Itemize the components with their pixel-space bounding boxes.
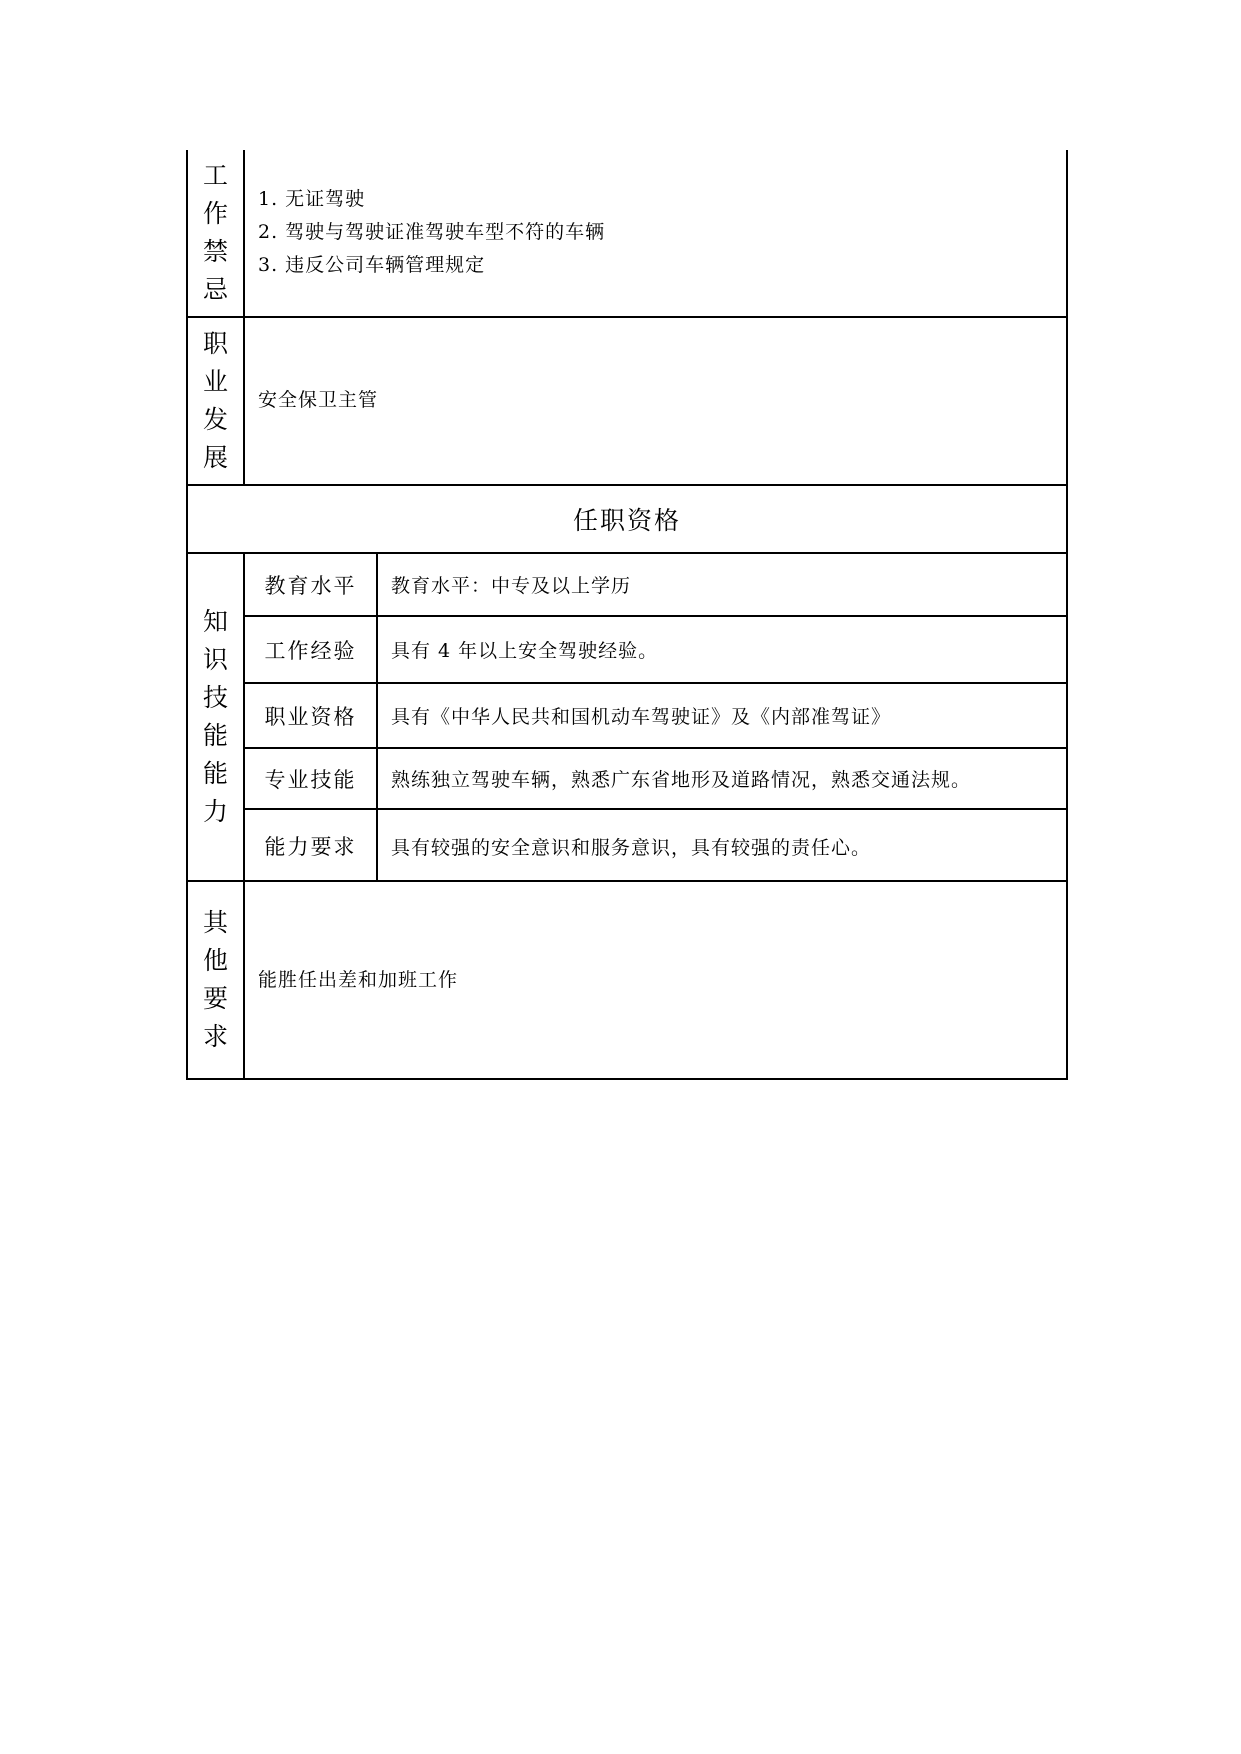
prohibition-item: 1. 无证驾驶 [258,188,366,210]
certification-row [245,684,1066,749]
certification-label: 职业资格 [245,684,378,747]
skills-row [245,749,1066,810]
ability-value: 具有较强的安全意识和服务意识，具有较强的责任心。 [391,836,872,859]
label-char: 展 [202,443,228,472]
label-char: 禁 [202,237,228,266]
prohibitions-label [188,150,245,316]
prohibitions-row [188,150,1066,318]
other-label [188,882,245,1078]
label-char: 发 [202,405,228,434]
label-char: 其 [202,908,228,937]
prohibition-item: 2. 驾驶与驾驶证准驾驶车型不符的车辆 [258,221,606,243]
career-label [188,318,245,484]
label-char: 识 [202,645,228,674]
label-char: 能 [202,721,228,750]
label-char: 他 [202,946,228,975]
ability-row [245,810,1066,882]
other-value: 能胜任出差和加班工作 [258,968,459,991]
label-char: 知 [202,607,228,636]
other-row [188,882,1066,1078]
job-description-table [186,150,1068,1080]
certification-value: 具有《中华人民共和国机动车驾驶证》及《内部准驾证》 [391,706,892,728]
career-value: 安全保卫主管 [258,389,379,411]
education-value: 教育水平：中专及以上学历 [391,575,632,597]
education-row [245,554,1066,617]
knowledge-row [188,554,1066,882]
label-char: 要 [202,984,228,1013]
other-content [258,882,1056,1078]
prohibition-item: 3. 违反公司车辆管理规定 [258,254,486,276]
qualifications-title: 任职资格 [572,506,681,535]
experience-row [245,617,1066,684]
label-char: 技 [202,683,228,712]
label-char: 作 [202,199,228,228]
prohibitions-content [258,150,1056,316]
career-content [258,318,1056,484]
label-char: 力 [202,797,228,826]
experience-label: 工作经验 [245,617,378,682]
label-char: 职 [202,329,228,358]
career-row [188,318,1066,486]
experience-value: 具有 4 年以上安全驾驶经验。 [391,640,659,662]
label-char: 能 [202,759,228,788]
skills-value: 熟练独立驾驶车辆，熟悉广东省地形及道路情况，熟悉交通法规。 [391,769,972,791]
label-char: 业 [202,367,228,396]
skills-label: 专业技能 [245,749,378,808]
qualifications-title-row [188,486,1066,554]
label-char: 忌 [202,275,228,304]
label-char: 求 [202,1022,228,1051]
education-label: 教育水平 [245,554,378,615]
knowledge-label [188,554,245,880]
label-char: 工 [202,161,228,190]
ability-label: 能力要求 [245,810,378,882]
